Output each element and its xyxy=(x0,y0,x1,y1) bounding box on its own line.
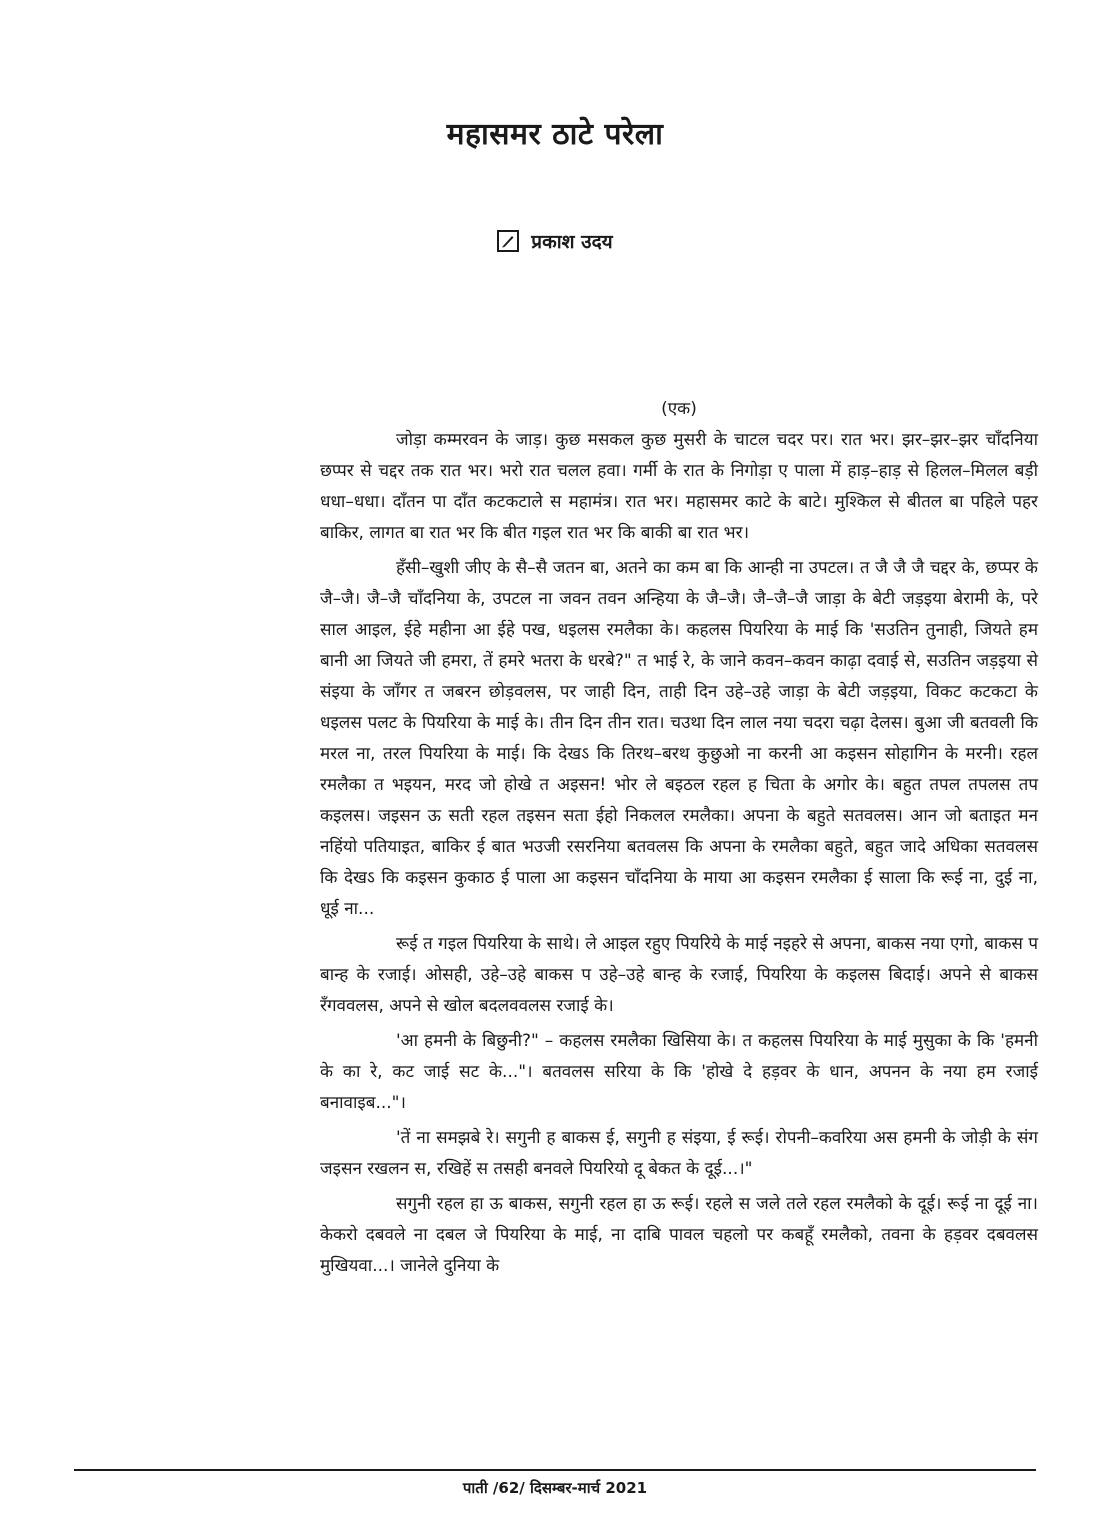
paragraph: हँसी–खुशी जीए के सै–सै जतन बा, अतने का कम बा कि आन्ही ना उपटल। त जै जै जै चद्दर के, छप्पर के जै–जै। जै–जै चाँदनिया के, उपटल ना जवन तवन अन्हिया के जै–जै। जै–जै–जै जाड़ा के बेटी जड़इया बेरामी के, परे साल आइल, ईहे महीना आ ईहे पख, धइलस रमलैका के। कहलस पियरिया के माई कि 'सउतिन तुनाही, जियते हम बानी आ जियते जी हमरा, तें हमरे भतरा के धरबे?" त भाई रे, के जाने कवन–कवन काढ़ा दवाई से, सउतिन जड़इया से संइया के जाँगर त जबरन छोड़वलस, पर जाही दिन, ताही दिन उहे–उहे जाड़ा के बेटी जड़इया, विकट कटकटा के धइलस पलट के पियरिया के माई के। तीन दिन तीन रात। चउथा दिन लाल नया चदरा चढ़ा देलस। बुआ जी बतवली कि मरल ना, तरल पियरिया के माई। कि देखऽ कि तिरथ–बरथ कुछुओ ना करनी आ कइसन सोहागिन के मरनी। रहल रमलैका त भइयन, मरद जो होखे त अइसन! भोर ले बइठल रहल ह चिता के अगोर के। बहुत तपल तपलस तप कइलस। जइसन ऊ सती रहल तइसन सता ईहो निकलल रमलैका। अपना के बहुते सतवलस। आन जो बताइत मन नहिंयो पतियाइत, बाकिर ई बात भउजी रसरनिया बतवलस कि अपना के रमलैका बहुते, बहुत जादे अधिका सतवलस कि देखऽ कि कइसन कुकाठ ई पाला आ कइसन चाँदनिया के माया आ कइसन रमलैका ई साला कि रूई ना, दुई ना, धूई ना... xyxy=(320,558,1038,919)
pen-icon xyxy=(497,230,519,252)
paragraph: जोड़ा कम्मरवन के जाड़। कुछ मसकल कुछ मुसरी के चाटल चदर पर। रात भर। झर–झर–झर चाँदनिया छप्पर से चद्दर तक रात भर। भरो रात चलल हवा। गर्मी के रात के निगोड़ा ए पाला में हाड़–हाड़ से हिलल–मिलल बड़ी धधा–धधा। दाँतन पा दाँत कटकटाले स महामंत्र। रात भर। महासमर काटे के बाटे। मुश्किल से बीतल बा पहिले पहर बाकिर, लागत बा रात भर कि बीत गइल रात भर कि बाकी बा रात भर। xyxy=(320,430,1038,543)
author-byline xyxy=(0,228,1110,254)
paragraph: सगुनी रहल हा ऊ बाकस, सगुनी रहल हा ऊ रूई। रहले स जले तले रहल रमलैको के दूई। रूई ना दूई ना। केकरो दबवले ना दबल जे पियरिया के माई, ना दाबि पावल चहलो पर कबहूँ रमलैको, तवना के हड़वर दबवलस मुखियवा...। जानेले दुनिया के xyxy=(320,1194,1038,1276)
footer-divider xyxy=(74,1469,1036,1471)
paragraph: 'आ हमनी के बिछुनी?" – कहलस रमलैका खिसिया के। त कहलस पियरिया के माई मुसुका के कि 'हमनी के का रे, कट जाई सट के..."। बतवलस सरिया के कि 'होखे दे हड़वर के धान, अपनन के नया हम रजाई बनावाइब..."। xyxy=(320,1031,1038,1113)
article-body xyxy=(320,425,1038,1286)
section-heading: (एक) xyxy=(661,399,697,419)
paragraph: रूई त गइल पियरिया के साथे। ले आइल रहुए पियरिये के माई नइहरे से अपना, बाकस नया एगो, बाकस प बान्ह के रजाई। ओसही, उहे–उहे बाकस प उहे–उहे बान्ह के रजाई, पियरिया के कइलस बिदाई। अपने से बाकस रँगववलस, अपने से खोल बदलववलस रजाई के। xyxy=(320,934,1038,1016)
author-name: प्रकाश उदय xyxy=(531,231,613,253)
paragraph: 'तें ना समझबे रे। सगुनी ह बाकस ई, सगुनी ह संइया, ई रूई। रोपनी–कवरिया अस हमनी के जोड़ी के संग जइसन रखलन स, रखिहें स तसही बनवले पियरियो दू बेकत के दूई...।" xyxy=(320,1128,1038,1179)
page-footer: पाती /62/ दिसम्बर-मार्च 2021 xyxy=(462,1479,648,1497)
page-title: महासमर ठाटे परेला xyxy=(446,117,664,152)
